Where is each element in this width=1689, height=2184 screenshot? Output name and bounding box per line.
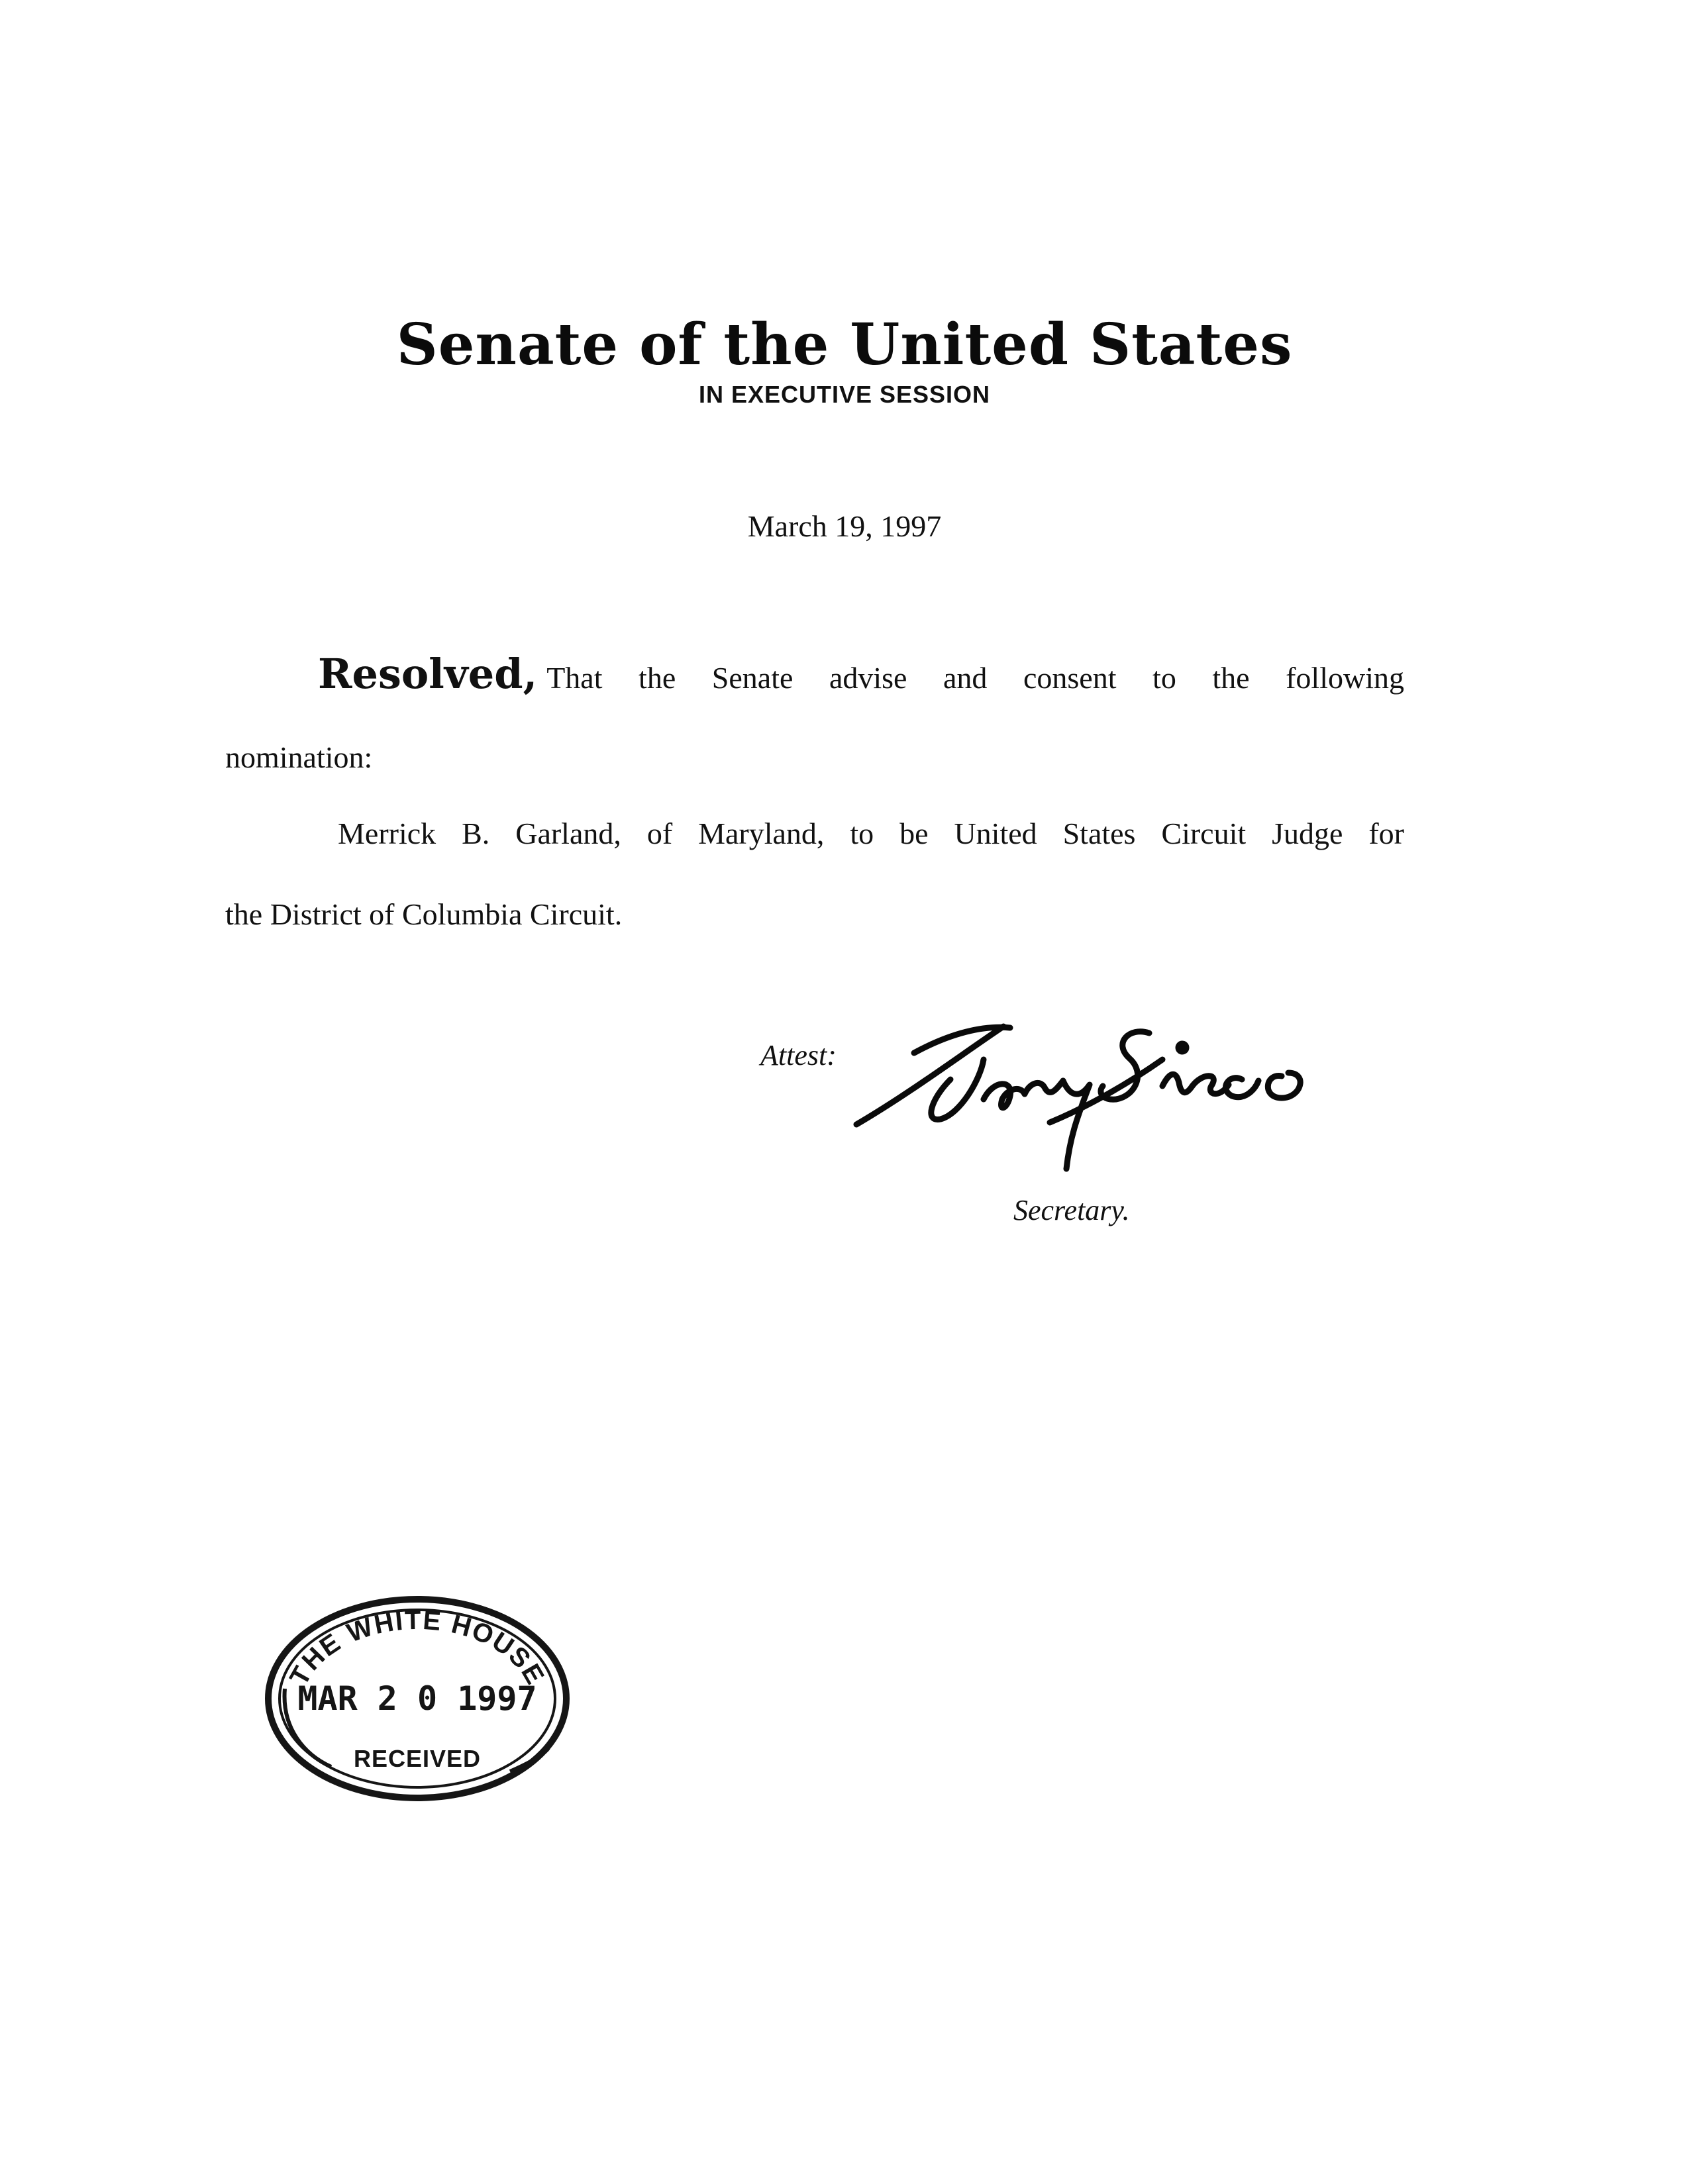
resolution-line-2: nomination: bbox=[225, 740, 373, 774]
resolution-paragraph bbox=[225, 634, 1404, 797]
stamp-top-text: THE WHITE HOUSE bbox=[284, 1605, 550, 1691]
resolution-line-1 bbox=[225, 634, 1404, 718]
nomination-paragraph bbox=[225, 793, 1404, 955]
nomination-line-2: the District of Columbia Circuit. bbox=[225, 897, 623, 931]
resolved-word: Resolved, bbox=[318, 650, 538, 698]
secretary-title: Secretary. bbox=[1013, 1194, 1130, 1226]
resolution-date: March 19, 1997 bbox=[747, 509, 942, 543]
stamp-bottom-text: RECEIVED bbox=[353, 1745, 482, 1772]
resolution-text: That the Senate advise and consent to the following bbox=[546, 661, 1404, 695]
stamp-date-text: MAR 2 0 1997 bbox=[297, 1679, 537, 1718]
secretary-signature bbox=[851, 1007, 1434, 1179]
session-subtitle: IN EXECUTIVE SESSION bbox=[698, 381, 991, 408]
nomination-line-1: Merrick B. Garland, of Maryland, to be United States Circuit Judge for bbox=[338, 817, 1404, 850]
document-heading: Senate of the United States bbox=[396, 311, 1293, 378]
white-house-received-stamp bbox=[258, 1589, 576, 1808]
attest-label: Attest: bbox=[760, 1039, 837, 1071]
